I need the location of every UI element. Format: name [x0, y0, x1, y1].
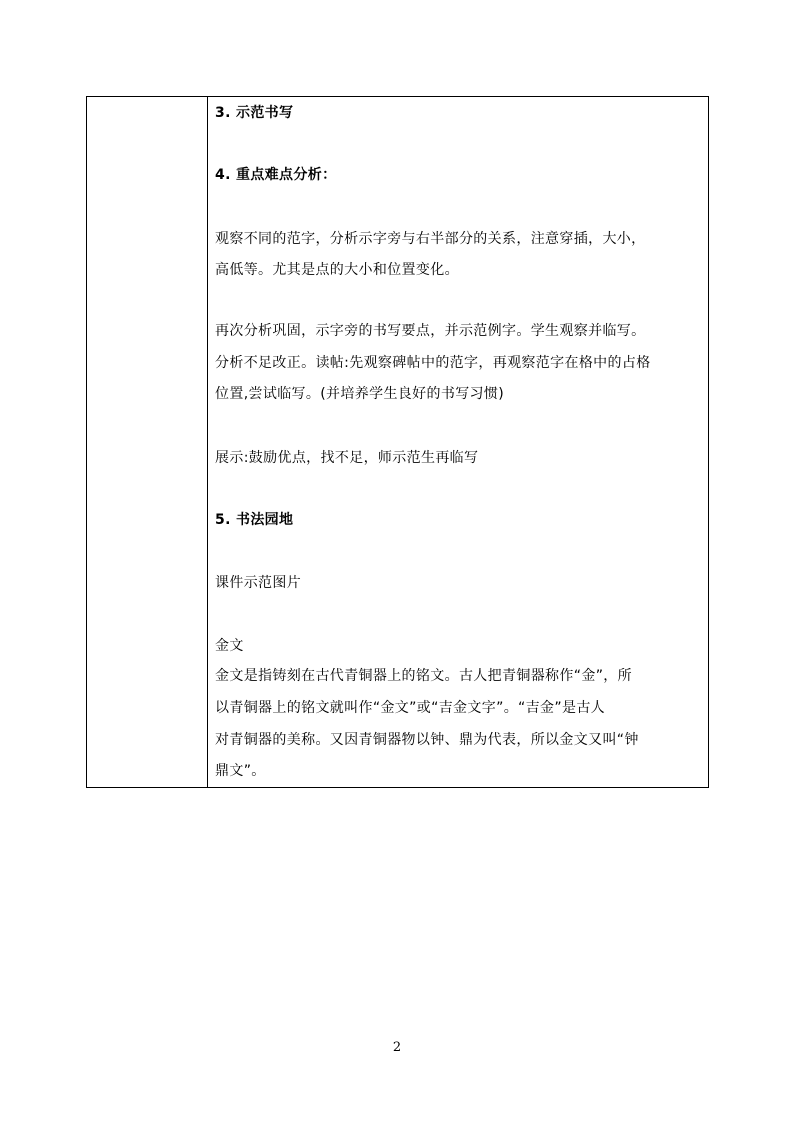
section-heading-3: 3. 示范书写: [215, 105, 294, 121]
jinwen-line-1: 金文是指铸刻在古代青铜器上的铭文。古人把青铜器称作“金”，所: [215, 668, 633, 684]
jinwen-line-4: 鼎文”。: [215, 763, 266, 779]
analysis-line-1: 观察不同的范字，分析示字旁与右半部分的关系，注意穿插，大小，: [215, 231, 646, 247]
table-left-column: [87, 97, 208, 787]
analysis-line-2: 高低等。尤其是点的大小和位置变化。: [215, 262, 459, 278]
jinwen-line-3: 对青铜器的美称。又因青铜器物以钟、鼎为代表，所以金文又叫“钟: [215, 732, 639, 748]
practice-line-3: 位置,尝试临写。(并培养学生良好的书写习惯): [215, 386, 505, 402]
practice-line-1: 再次分析巩固，示字旁的书写要点，并示范例字。学生观察并临写。: [215, 323, 646, 339]
jinwen-title: 金文: [215, 638, 244, 654]
page-number: 2: [392, 1040, 402, 1055]
display-line: 展示:鼓励优点，找不足，师示范生再临写: [215, 450, 479, 466]
section-heading-4: 4. 重点难点分析：: [215, 167, 337, 183]
practice-line-2: 分析不足改正。读帖:先观察碑帖中的范字，再观察范字在格中的占格: [215, 355, 651, 371]
courseware-line: 课件示范图片: [215, 575, 302, 591]
jinwen-line-2: 以青铜器上的铭文就叫作“金文”或“吉金文字”。“吉金”是古人: [215, 700, 606, 716]
section-heading-5: 5. 书法园地: [215, 512, 294, 528]
